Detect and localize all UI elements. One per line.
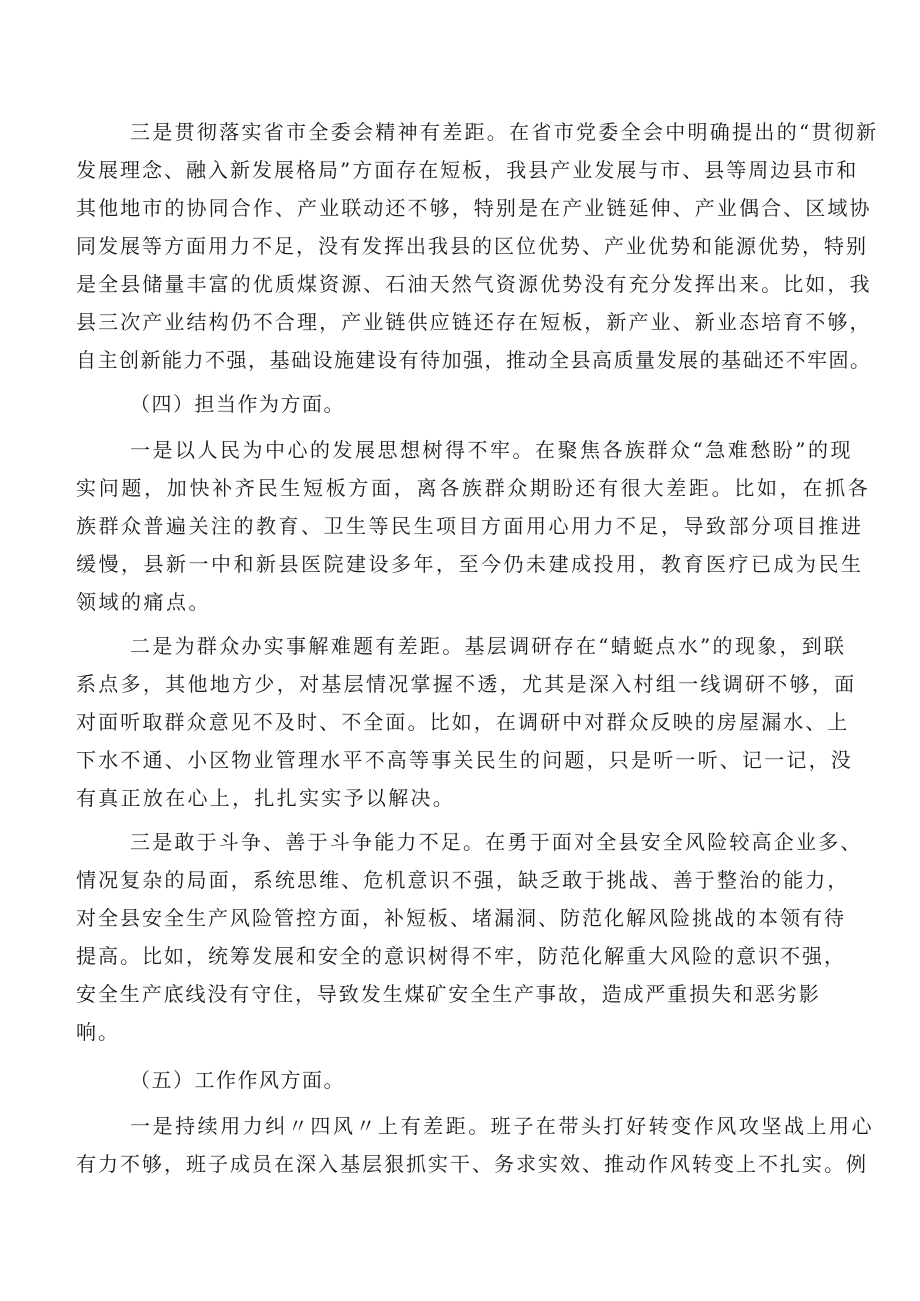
text-line: 同发展等方面用力不足，没有发挥出我县的区位优势、产业优势和能源优势，特别 bbox=[76, 234, 868, 258]
text-line: 提高。比如，统筹发展和安全的意识树得不牢，防范化解重大风险的意识不强， bbox=[76, 944, 846, 968]
text-line: 响。 bbox=[76, 1020, 120, 1044]
text-line: 下水不通、小区物业管理水平不高等事关民生的问题，只是听一听、记一记，没 bbox=[76, 748, 853, 772]
section-heading: （五）工作作风方面。 bbox=[130, 1068, 345, 1092]
text-line: 领域的痛点。 bbox=[76, 590, 211, 614]
text-line: 对全县安全生产风险管控方面，补短板、堵漏洞、防范化解风险挑战的本领有待 bbox=[76, 906, 846, 930]
text-line: 一是以人民为中心的发展思想树得不牢。在聚焦各族群众“急难愁盼”的现 bbox=[130, 438, 853, 462]
text-line: 发展理念、融入新发展格局”方面存在短板，我县产业发展与市、县等周边县市和 bbox=[76, 158, 859, 182]
text-line: 缓慢，县新一中和新县医院建设多年，至今仍未建成投用，教育医疗已成为民生 bbox=[76, 552, 864, 576]
text-line: 县三次产业结构仍不合理，产业链供应链还存在短板，新产业、新业态培育不够， bbox=[76, 310, 872, 334]
text-line: 系点多，其他地方少，对基层情况掌握不透，尤其是深入村组一线调研不够，面 bbox=[76, 672, 857, 696]
text-line: 一是持续用力纠〃四风〃上有差距。班子在带头打好转变作风攻坚战上用心 bbox=[130, 1114, 875, 1138]
text-line: 三是贯彻落实省市全委会精神有差距。在省市党委全会中明确提出的“贯彻新 bbox=[130, 120, 879, 144]
text-line: 实问题，加快补齐民生短板方面，离各族群众期盼还有很大差距。比如，在抓各 bbox=[76, 476, 871, 500]
text-line: 族群众普遍关注的教育、卫生等民生项目方面用心用力不足，导致部分项目推进 bbox=[76, 514, 864, 538]
text-line: 三是敢于斗争、善于斗争能力不足。在勇于面对全县安全风险较高企业多、 bbox=[130, 830, 863, 854]
text-line: 安全生产底线没有守住，导致发生煤矿安全生产事故，造成严重损失和恶劣影 bbox=[76, 982, 821, 1006]
text-line: 有真正放在心上，扎扎实实予以解决。 bbox=[76, 786, 456, 810]
text-line: 有力不够，班子成员在深入基层狠抓实干、务求实效、推动作风转变上不扎实。例 bbox=[76, 1152, 868, 1176]
text-line: 其他地市的协同合作、产业联动还不够，特别是在产业链延伸、产业偶合、区域协 bbox=[76, 196, 872, 220]
text-line: 自主创新能力不强，基础设施建设有待加强，推动全县高质量发展的基础还不牢固。 bbox=[76, 348, 872, 372]
text-line: 情况复杂的局面，系统思维、危机意识不强，缺乏敢于挑战、善于整治的能力， bbox=[76, 868, 850, 892]
text-line: 二是为群众办实事解难题有差距。基层调研存在“蜻蜓点水”的现象，到联 bbox=[130, 634, 847, 658]
text-line: 对面听取群众意见不及时、不全面。比如，在调研中对群众反映的房屋漏水、上 bbox=[76, 710, 850, 734]
section-heading: （四）担当作为方面。 bbox=[130, 392, 345, 416]
text-line: 是全县储量丰富的优质煤资源、石油天然气资源优势没有充分发挥出来。比如，我 bbox=[76, 272, 872, 296]
